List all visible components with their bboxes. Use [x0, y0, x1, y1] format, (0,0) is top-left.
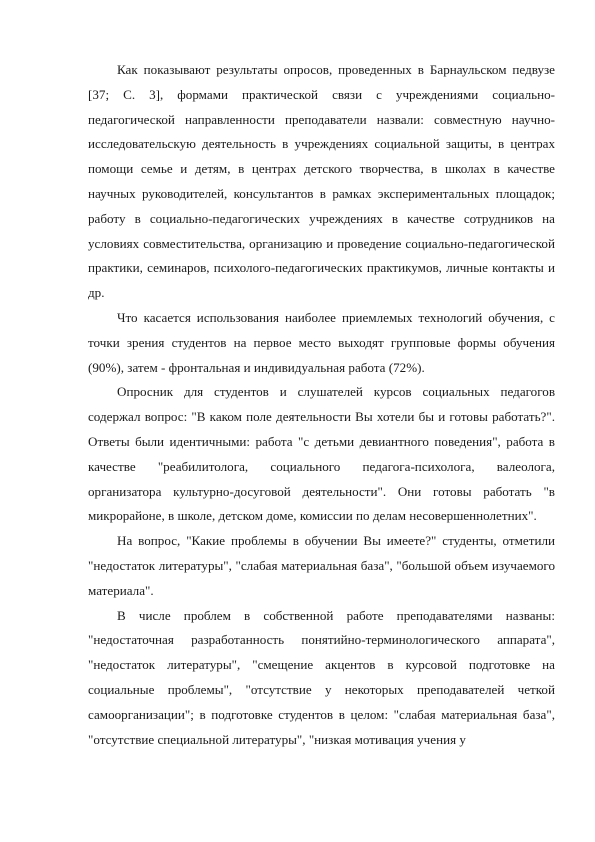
paragraph-survey-results: Как показывают результаты опросов, проведенных в Барнаульском педвузе [37; С. 3], формами практической связи с учреждениями социально-педагогической направленности преподаватели назвали: совместную научно-исследовательскую деятельность в учреждениях социальной защиты, в центрах помощи семье и детям, в центрах детского творчества, в школах в качестве научных руководителей, консультантов в рамках экспериментальных площадок; работу в социально-педагогических учреждениях в качестве сотрудников на условиях совместительства, организацию и проведение социально-педагогической практики, семинаров, психолого-педагогических практикумов, личные контакты и др.: [88, 62, 555, 301]
paragraph-teacher-problems: В числе проблем в собственной работе преподавателями названы: "недостаточная разработанность понятийно-терминологического аппарата", "недостаток литературы", "смещение акцентов в курсовой подготовке на социальные проблемы", "отсутствие у некоторых преподавателей четкой самоорганизации"; в подготовке студентов в целом: "слабая материальная база", "отсутствие специальной литературы", "низкая мотивация учения у: [88, 607, 555, 747]
paragraph-technologies: Что касается использования наиболее приемлемых технологий обучения, с точки зрения студентов на первое место выходят групповые формы обучения (90%), затем - фронтальная и индивидуальная работа (72%).: [88, 309, 555, 375]
text-body: [88, 58, 555, 752]
paragraph-questionnaire: Опросник для студентов и слушателей курсов социальных педагогов содержал вопрос: "В каком поле деятельности Вы хотели бы и готовы работать?". Ответы были идентичными: работа "с детьми девиантного поведения", работа в качестве "реабилитолога, социального педагога-психолога, валеолога, организатора культурно-досуговой деятельности". Они готовы работать "в микрорайоне, в школе, детском доме, комиссии по делам несовершеннолетних".: [88, 384, 555, 524]
paragraph-student-problems: На вопрос, "Какие проблемы в обучении Вы имеете?" студенты, отметили "недостаток литературы", "слабая материальная база", "большой объем изучаемого материала".: [88, 533, 555, 598]
